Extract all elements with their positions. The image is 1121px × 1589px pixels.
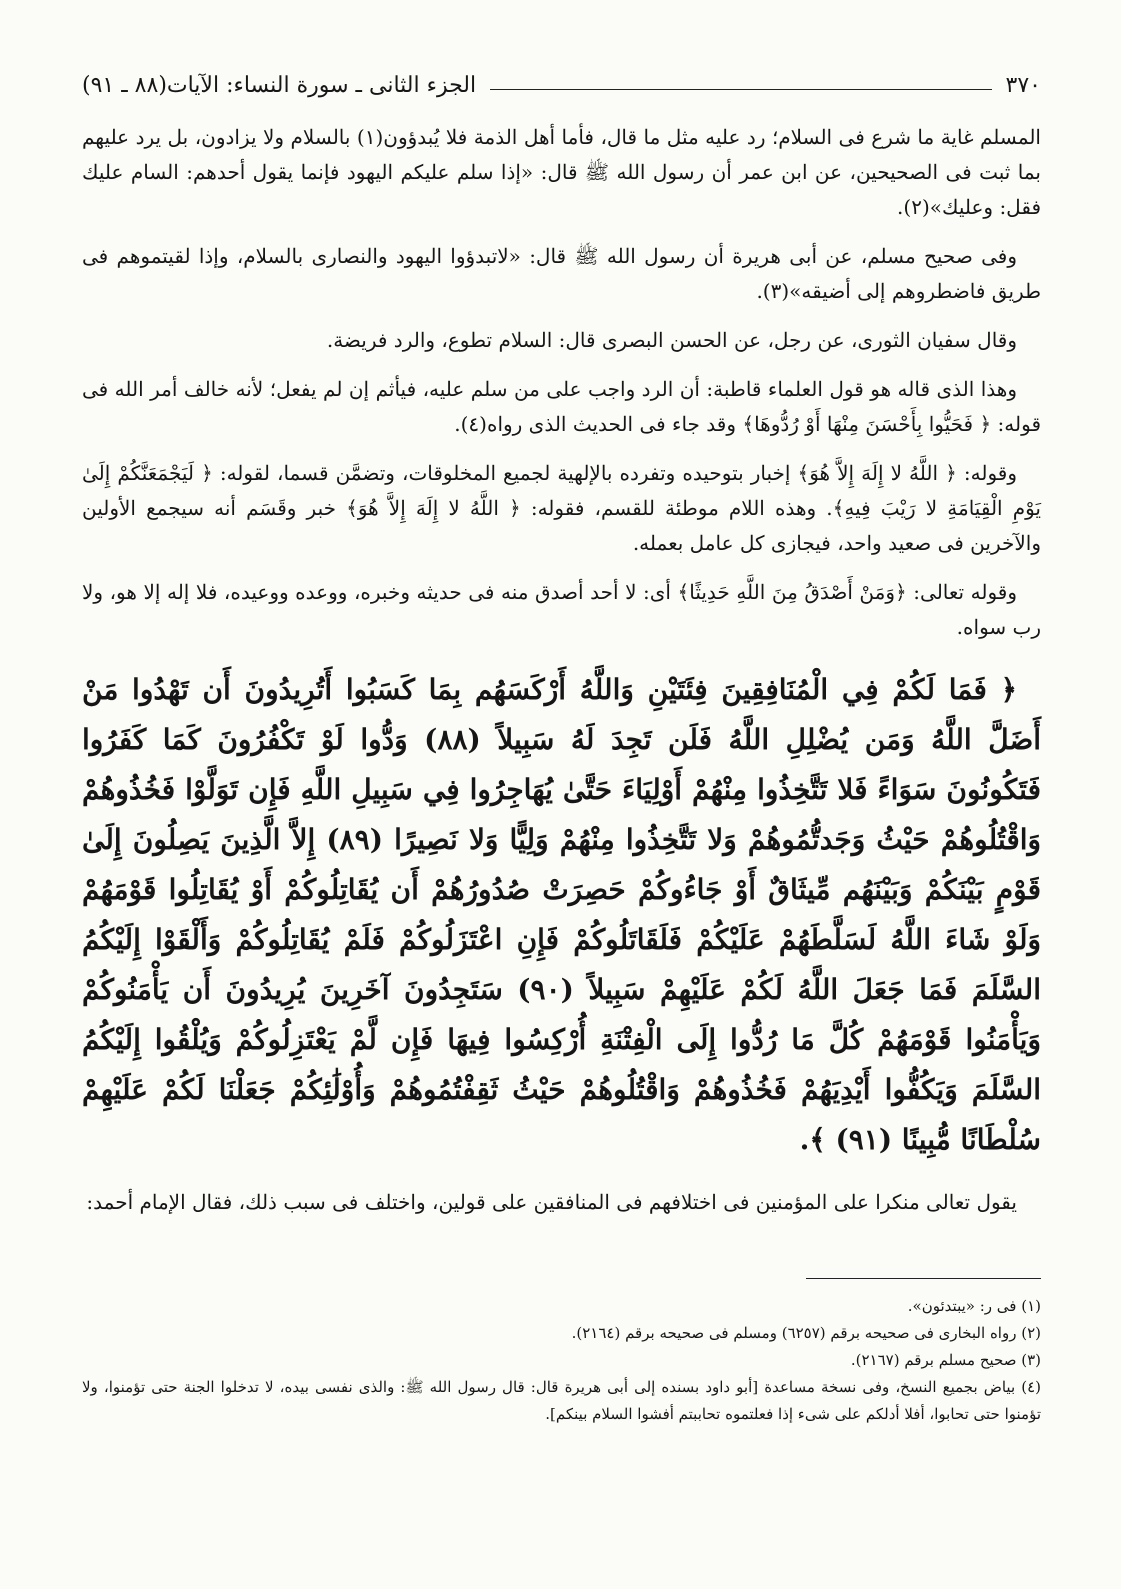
footnote: (١) فى ر: «يبتدئون». (907, 1297, 1041, 1315)
footnote: (٣) صحيح مسلم برقم (٢١٦٧). (850, 1351, 1041, 1369)
footnote: (٢) رواه البخارى فى صحيحه برقم (٦٢٥٧) ومسلم فى صحيحه برقم (٢١٦٤). (571, 1324, 1041, 1342)
footnote: (٤) بياض بجميع النسخ، وفى نسخة مساعدة [أبو داود بسنده إلى أبى هريرة قال: قال رسول الله ﷺ: والذى نفسى بيده، لا تدخلوا الجنة حتى تؤمنوا، ولا تؤمنوا حتى تحابوا، أفلا أدلكم على شىء إذا فعلتموه تحاببتم أفشوا السلام بينكم]. (82, 1378, 1041, 1423)
commentary-paragraph: وهذا الذى قاله هو قول العلماء قاطبة: أن الرد واجب على من سلم عليه، فيأثم إن لم يفعل؛ لأنه خالف أمر الله فى قوله: ﴿ فَحَيُّوا بِأَحْسَنَ مِنْهَا أَوْ رُدُّوهَا﴾ وقد جاء فى الحديث الذى رواه(٤). (82, 377, 1041, 436)
commentary-paragraph: وقال سفيان الثورى، عن رجل، عن الحسن البصرى قال: السلام تطوع، والرد فريضة. (326, 328, 1017, 352)
running-title: الجزء الثانى ـ سورة النساء: الآيات(٨٨ ـ ٩١) (82, 73, 477, 98)
commentary-paragraph: وقوله: ﴿ اللَّهُ لا إِلَهَ إِلاَّ هُوَ﴾ إخبار بتوحيده وتفرده بالإلهية لجميع المخلوقات، وتضمَّن قسما، لقوله: ﴿ لَيَجْمَعَنَّكُمْ إِلَىٰ يَوْمِ الْقِيَامَةِ لا رَيْبَ فِيهِ﴾. وهذه اللام موطئة للقسم، فقوله: ﴿ اللَّهُ لا إِلَهَ إِلاَّ هُوَ﴾ خبر وقَسَم أنه سيجمع الأولين والآخرين فى صعيد واحد، فيجازى كل عامل بعمله. (82, 461, 1041, 555)
page-header (82, 60, 1041, 98)
commentary-paragraph: وفى صحيح مسلم، عن أبى هريرة أن رسول الله ﷺ قال: «لاتبدؤوا اليهود والنصارى بالسلام، وإذا لقيتموهم فى طريق فاضطروهم إلى أضيقه»(٣). (82, 244, 1041, 303)
quran-verses: ﴿ فَمَا لَكُمْ فِي الْمُنَافِقِينَ فِئَتَيْنِ وَاللَّهُ أَرْكَسَهُم بِمَا كَسَبُوا أَتُرِيدُونَ أَن تَهْدُوا مَنْ أَضَلَّ اللَّهُ وَمَن يُضْلِلِ اللَّهُ فَلَن تَجِدَ لَهُ سَبِيلاً (٨٨) وَدُّوا لَوْ تَكْفُرُونَ كَمَا كَفَرُوا فَتَكُونُونَ سَوَاءً فَلا تَتَّخِذُوا مِنْهُمْ أَوْلِيَاءَ حَتَّىٰ يُهَاجِرُوا فِي سَبِيلِ اللَّهِ فَإِن تَوَلَّوْا فَخُذُوهُمْ وَاقْتُلُوهُمْ حَيْثُ وَجَدتُّمُوهُمْ وَلا تَتَّخِذُوا مِنْهُمْ وَلِيًّا وَلا نَصِيرًا (٨٩) إِلاَّ الَّذِينَ يَصِلُونَ إِلَىٰ قَوْمٍ بَيْنَكُمْ وَبَيْنَهُم مِّيثَاقٌ أَوْ جَاءُوكُمْ حَصِرَتْ صُدُورُهُمْ أَن يُقَاتِلُوكُمْ أَوْ يُقَاتِلُوا قَوْمَهُمْ وَلَوْ شَاءَ اللَّهُ لَسَلَّطَهُمْ عَلَيْكُمْ فَلَقَاتَلُوكُمْ فَإِنِ اعْتَزَلُوكُمْ فَلَمْ يُقَاتِلُوكُمْ وَأَلْقَوْا إِلَيْكُمُ السَّلَمَ فَمَا جَعَلَ اللَّهُ لَكُمْ عَلَيْهِمْ سَبِيلاً (٩٠) سَتَجِدُونَ آخَرِينَ يُرِيدُونَ أَن يَأْمَنُوكُمْ وَيَأْمَنُوا قَوْمَهُمْ كُلَّ مَا رُدُّوا إِلَى الْفِتْنَةِ أُرْكِسُوا فِيهَا فَإِن لَّمْ يَعْتَزِلُوكُمْ وَيُلْقُوا إِلَيْكُمُ السَّلَمَ وَيَكُفُّوا أَيْدِيَهُمْ فَخُذُوهُمْ وَاقْتُلُوهُمْ حَيْثُ ثَقِفْتُمُوهُمْ وَأُوْلَٰئِكُمْ جَعَلْنَا لَكُمْ عَلَيْهِمْ سُلْطَانًا مُّبِينًا (٩١) ﴾. (82, 673, 1041, 1156)
closing-paragraph: يقول تعالى منكرا على المؤمنين فى اختلافهم فى المنافقين على قولين، واختلف فى سبب ذلك، فقال الإمام أحمد: (86, 1190, 1017, 1214)
page-number: ٣٧٠ (1005, 73, 1041, 98)
commentary-paragraph: المسلم غاية ما شرع فى السلام؛ رد عليه مثل ما قال، فأما أهل الذمة فلا يُبدؤون(١) بالسلام ولا يزادون، بل يرد عليهم بما ثبت فى الصحيحين، عن ابن عمر أن رسول الله ﷺ قال: «إذا سلم عليكم اليهود فإنما يقول أحدهم: السام عليك فقل: وعليك»(٢). (82, 125, 1041, 219)
commentary-paragraph: وقوله تعالى: ﴿وَمَنْ أَصْدَقُ مِنَ اللَّهِ حَدِيثًا﴾ أى: لا أحد أصدق منه فى حديثه وخبره، ووعده ووعيده، فلا إله إلا هو، ولا رب سواه. (82, 580, 1041, 639)
footnote-rule (806, 1278, 1041, 1279)
header-rule (490, 89, 991, 90)
